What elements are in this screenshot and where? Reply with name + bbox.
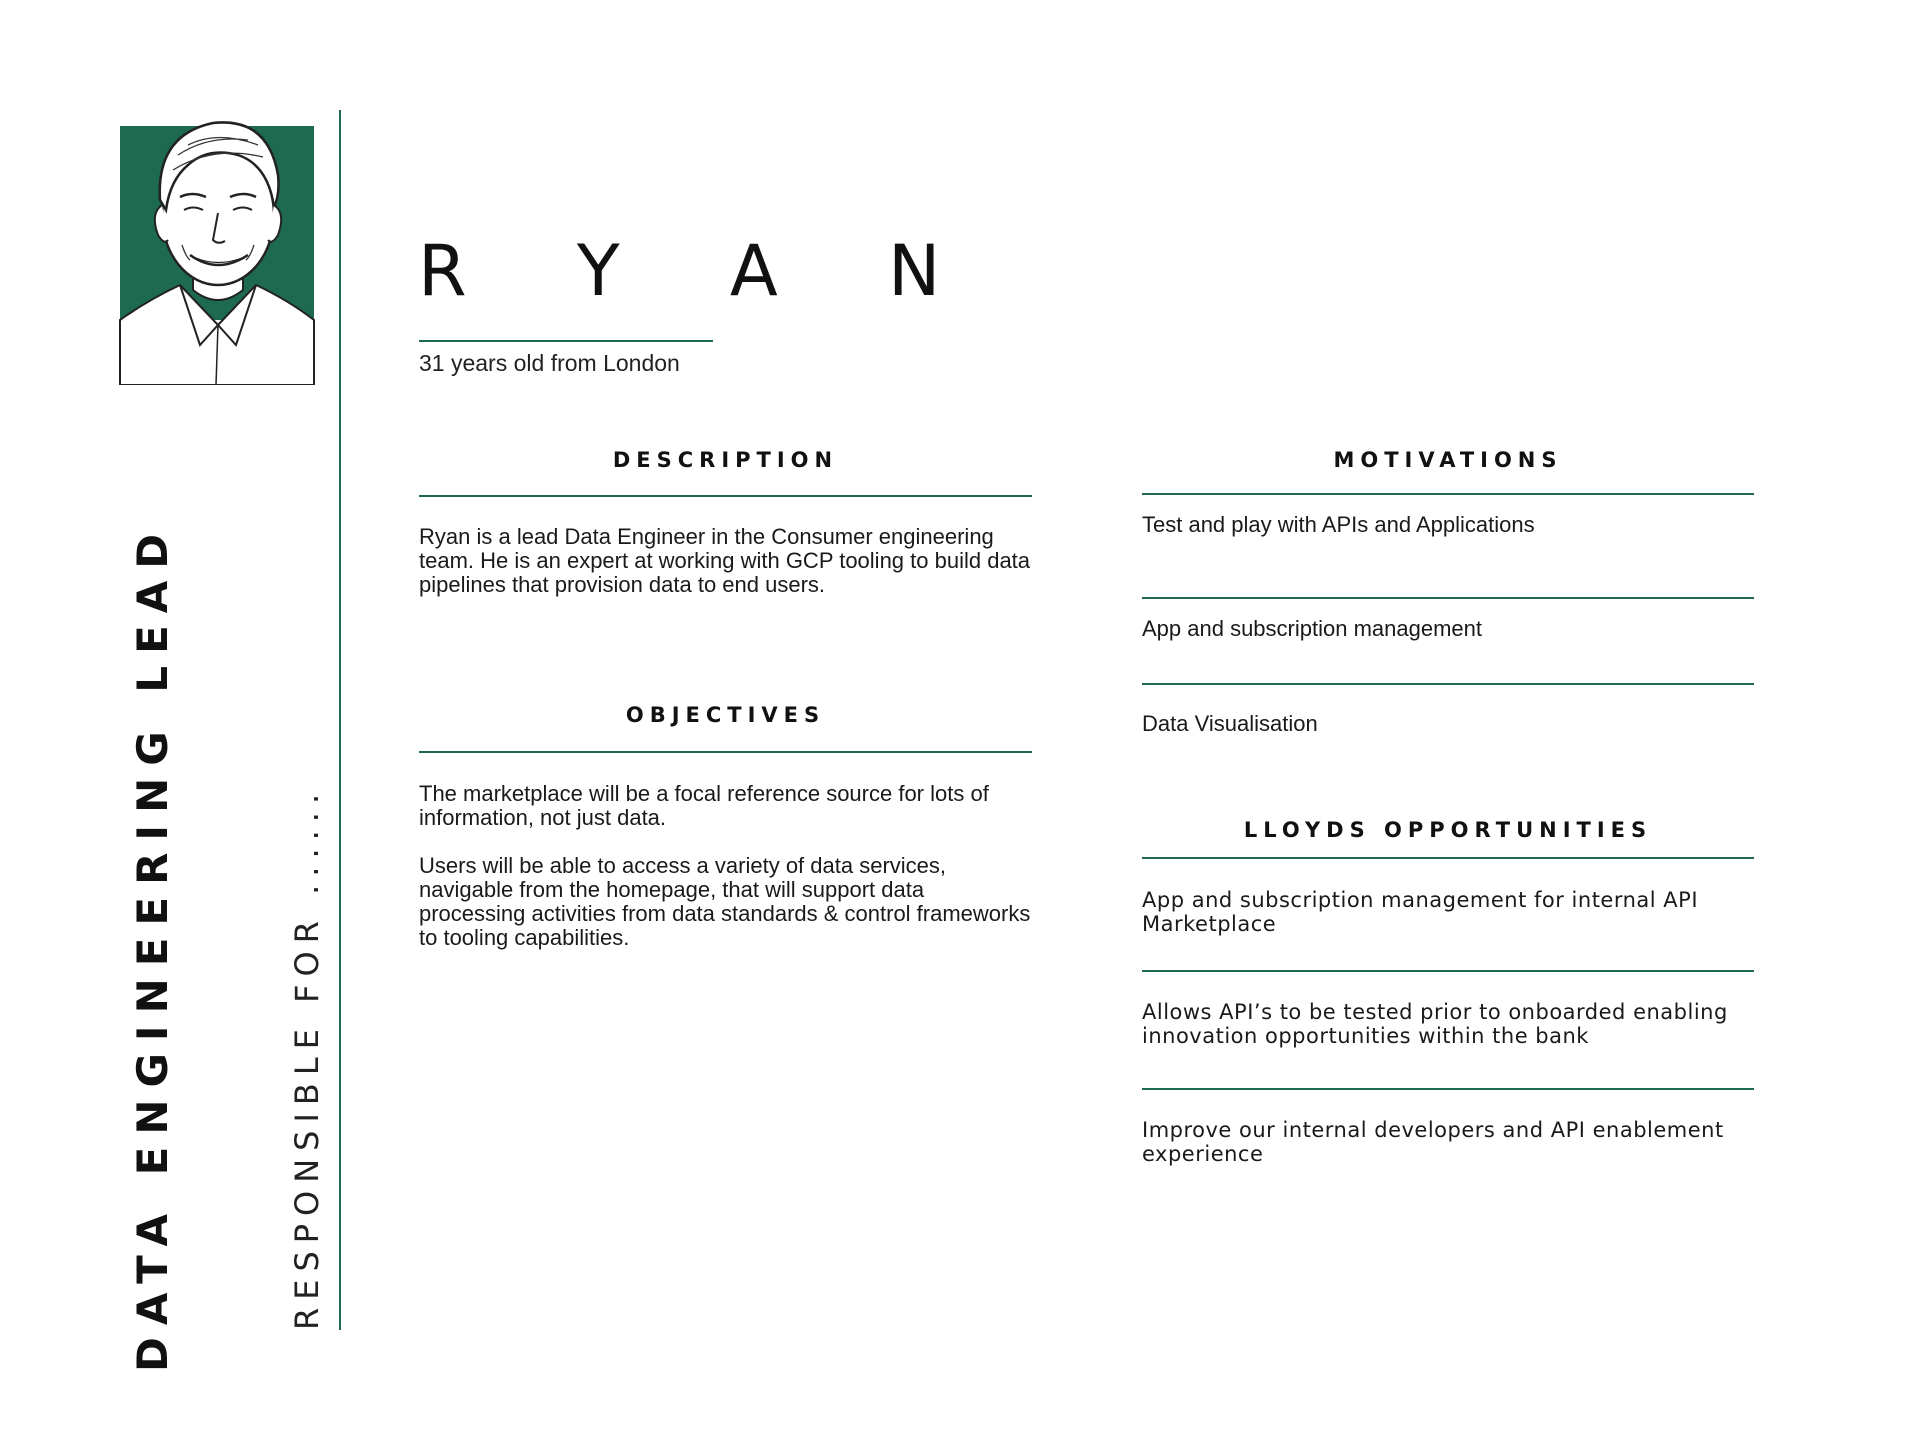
opportunities-rule-2 (1142, 1088, 1754, 1090)
objectives-rule (419, 751, 1032, 753)
opportunities-heading: LLOYDS OPPORTUNITIES (1243, 818, 1653, 842)
persona-subtitle: 31 years old from London (419, 350, 680, 376)
objectives-paragraph-1: The marketplace will be a focal reference source for lots of information, not just data. (419, 781, 989, 830)
opportunity-item-2: Allows API’s to be tested prior to onboarded enabling innovation opportunities within the bank (1142, 1000, 1728, 1048)
motivation-item-2: App and subscription management (1142, 616, 1482, 641)
role-title-vertical: DATA ENGINEERING LEAD (128, 521, 177, 1372)
objectives-heading: OBJECTIVES (625, 703, 826, 727)
motivations-rule-2 (1142, 683, 1754, 685)
vertical-divider (339, 110, 341, 1330)
objectives-text (419, 782, 1032, 974)
motivations-rule-top (1142, 493, 1754, 495)
description-paragraph: Ryan is a lead Data Engineer in the Consumer engineering team. He is an expert at working with GCP tooling to build data pipelines that provision data to end users. (419, 524, 1031, 597)
motivations-rule-1 (1142, 597, 1754, 599)
opportunities-rule-top (1142, 857, 1754, 859)
objectives-paragraph-2: Users will be able to access a variety of data services, navigable from the homepage, that will support data processing activities from data standards & control frameworks to tooling capabilities. (419, 853, 1031, 950)
motivation-item-3: Data Visualisation (1142, 711, 1318, 736)
opportunity-item-3: Improve our internal developers and API enablement experience (1142, 1118, 1724, 1166)
opportunities-rule-1 (1142, 970, 1754, 972)
motivation-item-1: Test and play with APIs and Applications (1142, 512, 1535, 537)
description-text (419, 525, 1032, 621)
name-underline (419, 340, 713, 342)
portrait-illustration (118, 95, 318, 385)
portrait-sketch-icon (118, 95, 318, 385)
persona-name: R Y A N (418, 230, 985, 312)
responsible-for-vertical: RESPONSIBLE FOR ...... (288, 785, 326, 1330)
description-rule (419, 495, 1032, 497)
motivations-heading: MOTIVATIONS (1333, 448, 1563, 472)
description-heading: DESCRIPTION (612, 448, 839, 472)
opportunity-item-1: App and subscription management for internal API Marketplace (1142, 888, 1699, 936)
